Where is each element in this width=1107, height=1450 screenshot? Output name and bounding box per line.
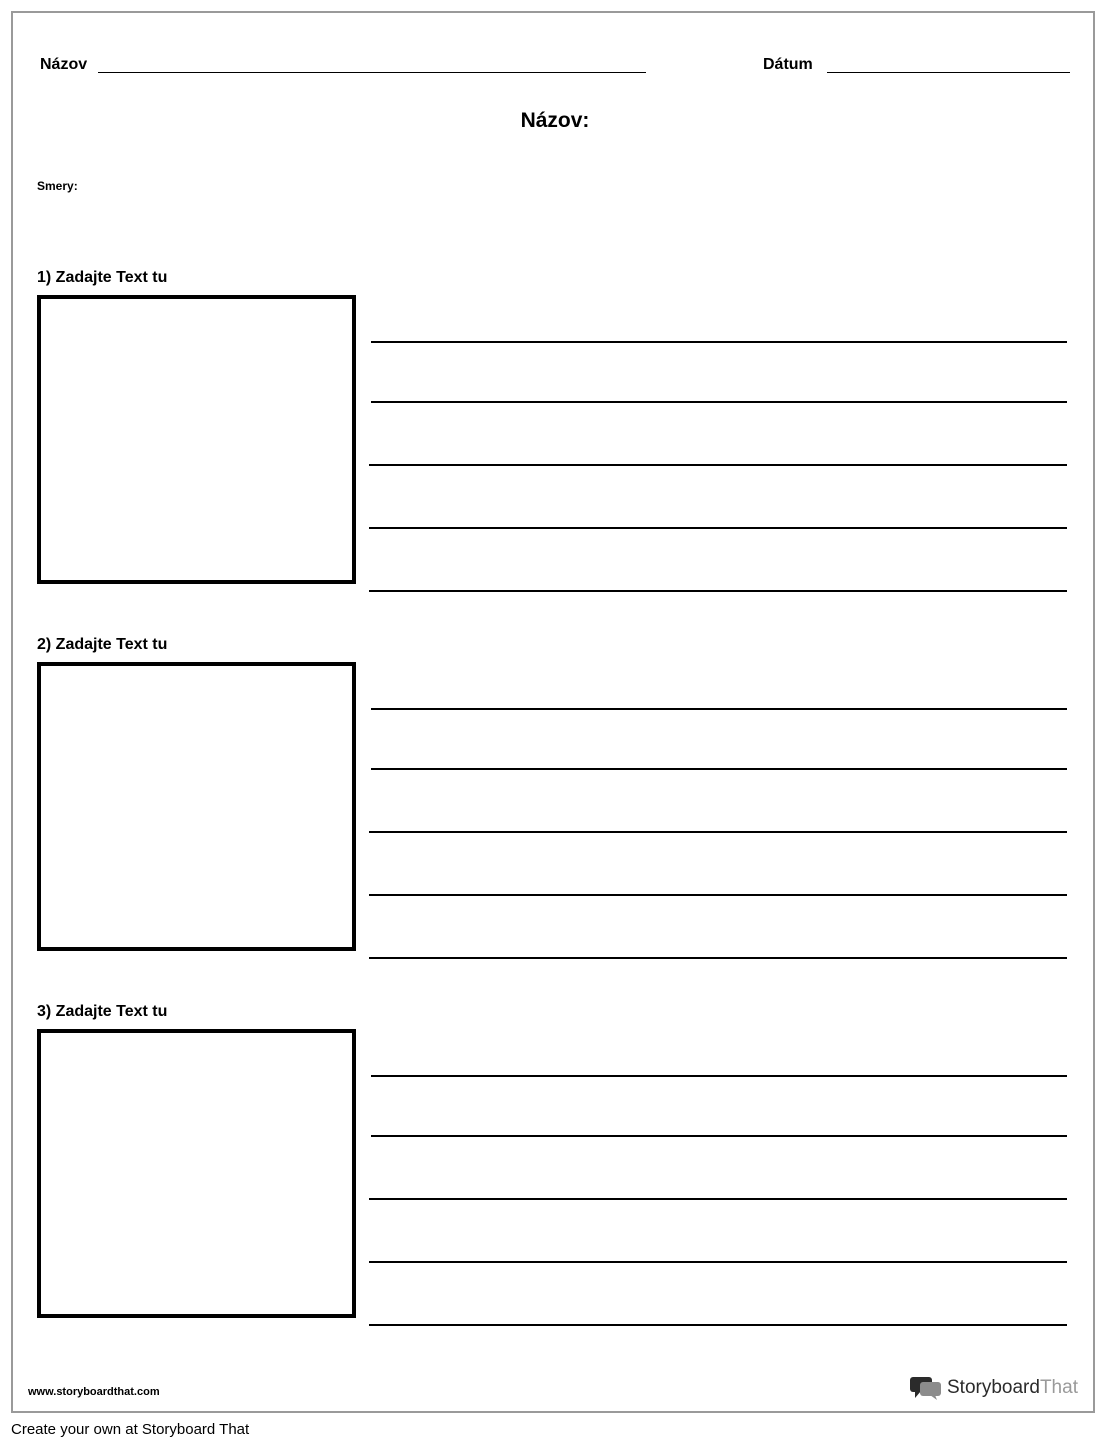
writing-line: [371, 1135, 1067, 1137]
image-box: [37, 295, 356, 584]
section-3: [13, 1003, 1097, 1333]
speech-bubbles-icon: [909, 1375, 943, 1401]
page-title: Názov:: [520, 109, 590, 132]
writing-line: [369, 1324, 1067, 1326]
section-1: [13, 269, 1097, 599]
create-your-own-caption[interactable]: Create your own at Storyboard That: [11, 1421, 250, 1438]
worksheet-page: [11, 11, 1095, 1413]
date-label: Dátum: [763, 56, 813, 73]
writing-line: [371, 341, 1067, 343]
image-box: [37, 662, 356, 951]
writing-line: [369, 590, 1067, 592]
writing-line: [371, 401, 1067, 403]
writing-line: [369, 957, 1067, 959]
logo-text: [947, 1377, 1078, 1399]
date-line: [827, 72, 1070, 73]
writing-line: [371, 1075, 1067, 1077]
image-box: [37, 1029, 356, 1318]
name-line: [98, 72, 646, 73]
writing-line: [369, 831, 1067, 833]
writing-line: [369, 527, 1067, 529]
storyboardthat-logo: [909, 1375, 1078, 1401]
writing-line: [371, 708, 1067, 710]
section-label: 3) Zadajte Text tu: [37, 1003, 168, 1020]
logo-brand-light: That: [1039, 1377, 1078, 1398]
logo-brand-bold: Storyboard: [947, 1377, 1040, 1398]
site-url: www.storyboardthat.com: [28, 1386, 160, 1398]
writing-line: [369, 464, 1067, 466]
writing-line: [369, 894, 1067, 896]
name-label: Názov: [40, 56, 88, 73]
section-2: [13, 636, 1097, 966]
writing-line: [369, 1261, 1067, 1263]
writing-line: [369, 1198, 1067, 1200]
directions-label: Smery:: [37, 179, 78, 193]
section-label: 2) Zadajte Text tu: [37, 636, 168, 653]
writing-line: [371, 768, 1067, 770]
section-label: 1) Zadajte Text tu: [37, 269, 168, 286]
